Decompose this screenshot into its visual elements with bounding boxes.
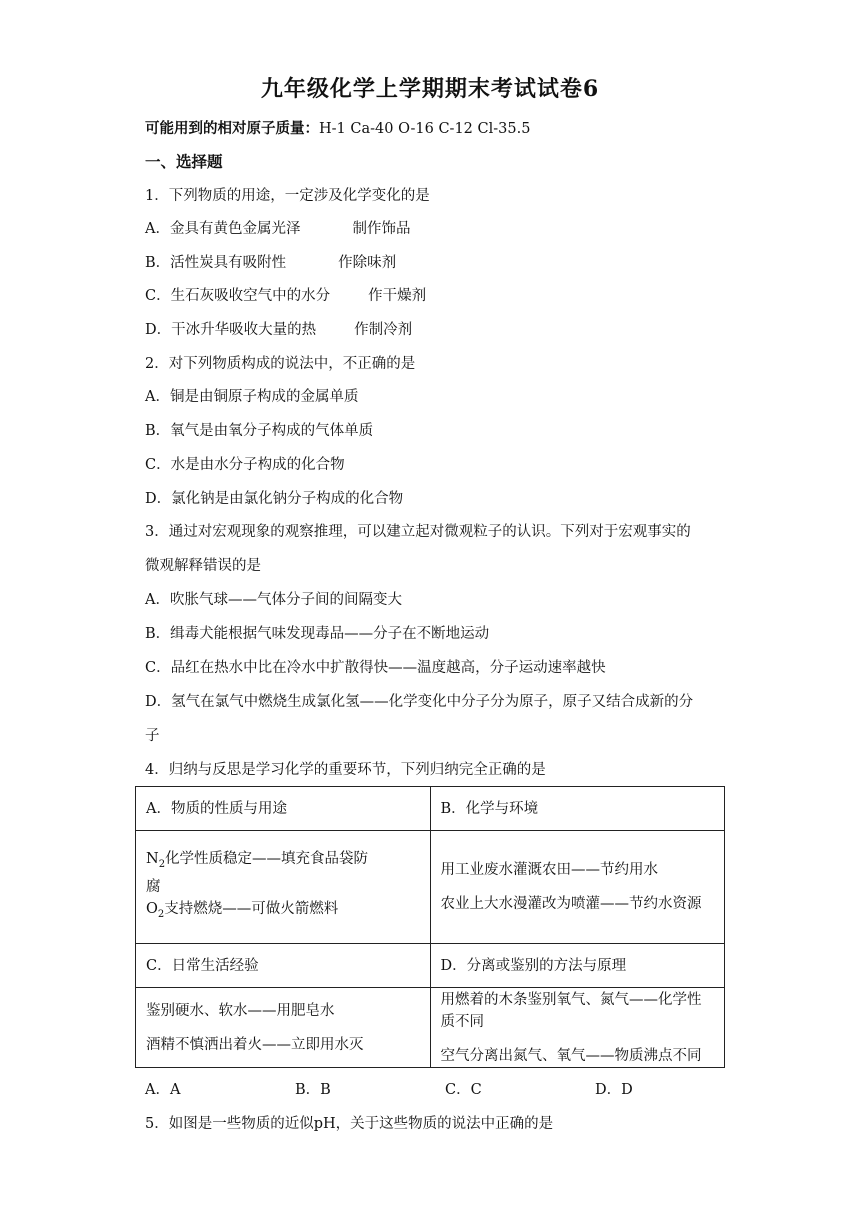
q2-option-a: A．铜是由铜原子构成的金属单质: [145, 389, 359, 405]
atomic-mass-values: H-1 Ca-40 O-16 C-12 Cl-35.5: [319, 121, 531, 137]
q4-answer-b: B．B: [295, 1082, 331, 1098]
cell-a-line1: [146, 848, 420, 876]
cell-b-line1: 用工业废水灌溉农田——节约用水: [440, 862, 658, 878]
q1-option-c-text: C．生石灰吸收空气中的水分: [145, 288, 331, 304]
q3-option-b: B．缉毒犬能根据气味发现毒品——分子在不断地运动: [145, 626, 490, 642]
q3-stem-line1: 3．通过对宏观现象的观察推理，可以建立起对微观粒子的认识。下列对于宏观事实的: [145, 524, 691, 540]
cell-a-body: [136, 831, 431, 944]
q4-answer-a: A．A: [145, 1082, 181, 1098]
q5-stem: 5．如图是一些物质的近似pH，关于这些物质的说法中正确的是: [145, 1116, 554, 1132]
q4-answers: [145, 1080, 745, 1100]
n2-symbol: N: [146, 851, 159, 868]
q1-option-a-use: 制作饰品: [352, 221, 411, 237]
cell-d-line1: 用燃着的木条鉴别氧气、氮气——化学性质不同: [440, 991, 702, 1030]
n2-subscript: 2: [158, 859, 166, 870]
q1-option-d-use: 作制冷剂: [354, 322, 413, 338]
cell-a-line3: [146, 898, 420, 926]
page-title: 九年级化学上学期期末考试试卷6: [260, 76, 600, 102]
cell-c-line1: 鉴别硬水、软水——用肥皂水: [146, 1002, 335, 1019]
atomic-mass-line: [145, 119, 530, 139]
cell-a-line2: 腐: [146, 879, 161, 895]
cell-b-body: [430, 831, 725, 944]
q1-option-b: [145, 253, 396, 273]
q1-option-b-use: 作除味剂: [338, 255, 397, 271]
q3-option-a: A．吹胀气球——气体分子间的间隔变大: [145, 592, 402, 608]
q2-option-b: B．氧气是由氧分子构成的气体单质: [145, 423, 374, 439]
cell-d-body: [430, 988, 725, 1068]
atomic-mass-label: 可能用到的相对原子质量：: [145, 120, 319, 137]
q3-stem-line2: 微观解释错误的是: [145, 558, 261, 574]
q3-option-c: C．品红在热水中比在冷水中扩散得快——温度越高，分子运动速率越快: [145, 660, 606, 676]
q1-stem: 1．下列物质的用途，一定涉及化学变化的是: [145, 188, 430, 204]
q4-stem: 4．归纳与反思是学习化学的重要环节，下列归纳完全正确的是: [145, 762, 546, 778]
cell-c-head: C．日常生活经验: [136, 944, 431, 988]
q3-option-d-cont: 子: [145, 728, 160, 744]
cell-b-line2: 农业上大水漫灌改为喷灌——节约水资源: [440, 896, 702, 912]
q4-table: [135, 786, 725, 1068]
cell-c-line2: 酒精不慎洒出着火——立即用水灭: [146, 1036, 364, 1053]
table-row: [136, 988, 725, 1068]
table-row: [136, 831, 725, 944]
section-heading: 一、选择题: [145, 152, 223, 171]
table-row: [136, 787, 725, 831]
cell-d-line2: 空气分离出氮气、氧气——物质沸点不同: [440, 1047, 702, 1064]
q1-option-b-text: B．活性炭具有吸附性: [145, 255, 287, 271]
q1-option-d: [145, 320, 412, 340]
cell-a-line1-text: 化学性质稳定——填充食品袋防: [165, 851, 369, 868]
cell-a-line3-text: 支持燃烧——可做火箭燃料: [164, 901, 339, 917]
cell-a-head: A．物质的性质与用途: [136, 787, 431, 831]
q2-option-c: C．水是由水分子构成的化合物: [145, 457, 345, 473]
q1-option-d-text: D．干冰升华吸收大量的热: [145, 322, 317, 338]
q1-option-c-use: 作干燥剂: [368, 288, 427, 304]
q3-option-d: D．氢气在氯气中燃烧生成氯化氢——化学变化中分子分为原子，原子又结合成新的分: [145, 694, 694, 710]
q4-answer-d: D．D: [595, 1082, 633, 1098]
q2-stem: 2．对下列物质构成的说法中，不正确的是: [145, 356, 416, 372]
table-row: [136, 944, 725, 988]
q1-option-a-text: A．金具有黄色金属光泽: [145, 221, 301, 237]
q4-answer-c: C．C: [445, 1082, 482, 1098]
q1-option-a: [145, 219, 410, 239]
q2-option-d: D．氯化钠是由氯化钠分子构成的化合物: [145, 491, 404, 507]
q1-option-c: [145, 286, 426, 306]
cell-b-head: B．化学与环境: [430, 787, 725, 831]
cell-d-head: D．分离或鉴别的方法与原理: [430, 944, 725, 988]
cell-c-body: [136, 988, 431, 1068]
o2-subscript: 2: [157, 908, 165, 920]
o2-symbol: O: [146, 901, 158, 917]
